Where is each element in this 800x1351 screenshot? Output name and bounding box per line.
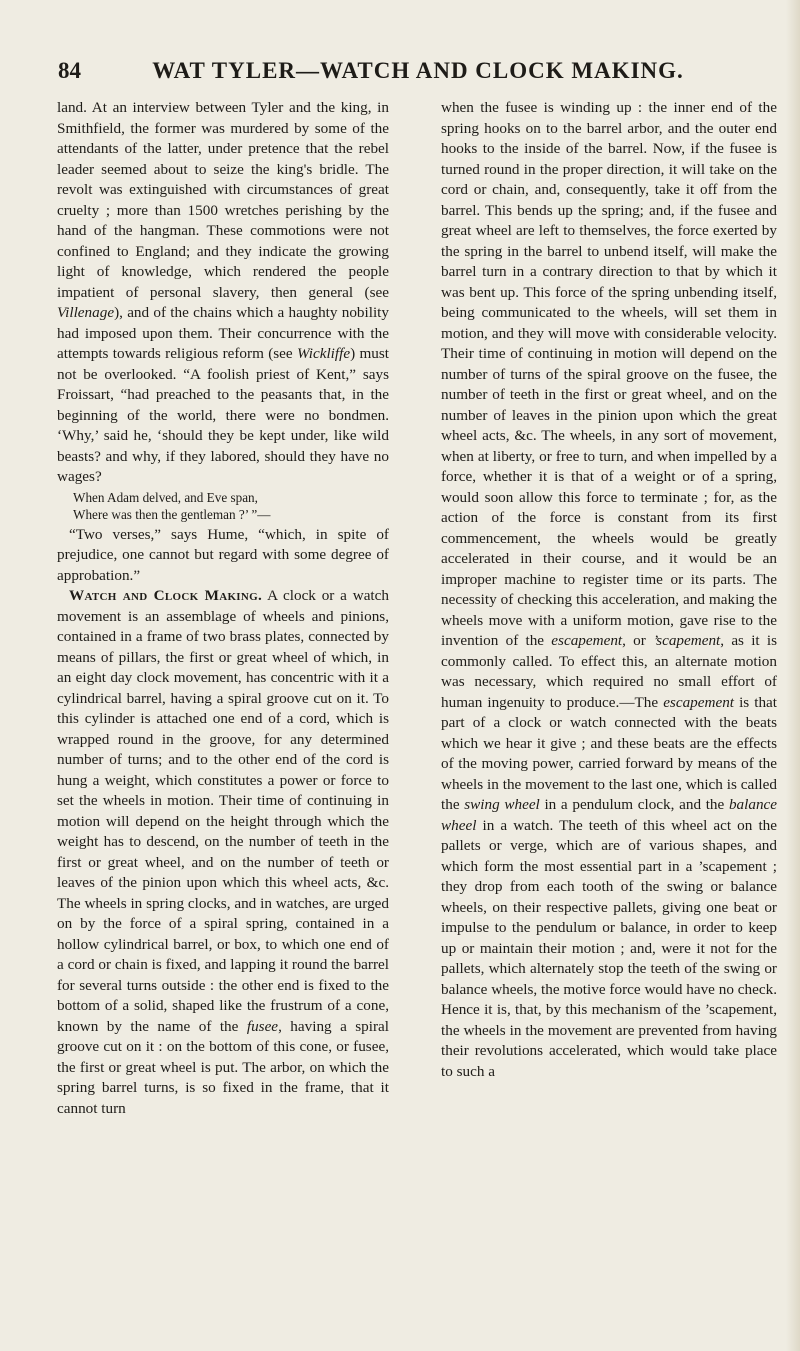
page-number: 84 (58, 58, 81, 83)
paragraph-escapement: when the fusee is winding up : the inner end of the spring hooks on to the barrel arbor, and the outer end hooks to the inside of the barrel. Now, if the fusee is turned round in the proper direction, it will take on the cord or chain, and, consequently, take it off from the barrel. This bends up the spring; and, if the fusee and great wheel are left to themselves, the force exerted by the spring in the barrel to unbend itself, will make the barrel turn in a contrary direction to that by which it was bent up. This force of the spring unbending itself, being communicated to the wheels, will set them in motion, and they will move with considerable velocity. Their time of continuing in motion will depend on the number of turns of the spiral groove on the fusee, the number of teeth in the first or great wheel, and on the number of leaves in the pinion upon which the great wheel acts, &c. The wheels, in any sort of movement, when at liberty, or free to turn, and when impelled by a force, whether it is that of a weight or of a spring, would soon allow this force to terminate ; for, as the action of the force is constant from its first commencement, the wheels would be greatly accelerated in their course, and it would be an improper machine to register time or its parts. The necessity of checking this acceleration, and making the wheels move with a uniform motion, gave rise to the invention of the escapement, or ’scapement, as it is commonly called. To effect this, an alternate motion was necessary, which required no small effort of human ingenuity to produce.—The escapement is that part of a clock or watch connected with the beats which we hear it give ; and these beats are the effects of the moving power, carried forward by means of the wheels in the movement to the last one, which is called the swing wheel in a pendulum clock, and the balance wheel in a watch. The teeth of this wheel act on the pallets or verge, which are of various shapes, and which form the most essential part in a ’scapement ; they drop from each tooth of the swing or balance wheels, on their respective pallets, giving one beat or impulse to the pendulum or balance, in order to keep up or maintain their motion ; and, were it not for the pallets, which alternately stop the teeth of the swing or balance wheels, the motive force would have no check. Hence it is, that, by this mechanism of the ’scapement, the wheels in the movement are prevented from having their revolutions accelerated, which would take place to such a (441, 99, 778, 1080)
paragraph-wat-tyler: land. At an interview between Tyler and the king, in Smithfield, the former was murdered by some of the attendants of the latter, under pretence that the rebel leader seemed about to seize the king's bridle. The revolt was extinguished with circumstances of great cruelty ; more than 1500 wretches perishing by the hand of the hangman. These commotions were not confined to England; and they indicate the growing light of knowledge, which rendered the people impatient of personal slavery, then general (see Villenage), and of the chains which a haughty nobility had imposed upon them. Their concurrence with the attempts towards religious reform (see Wickliffe) must not be overlooked. “A foolish priest of Kent,” says Froissart, “had preached to the peasants that, in the beginning of the world, there were no bondmen. ‘Why,’ said he, ‘should they be kept under, like wild beasts? and why, if they labored, should they have no wages? (57, 99, 389, 485)
running-head-title: WAT TYLER—WATCH AND CLOCK MAKING. (152, 58, 684, 83)
paragraph-hume: “Two verses,” says Hume, “which, in spite of prejudice, one cannot but regard with some degree of approbation.” (57, 525, 389, 584)
verse-line: When Adam delved, and Eve span, (73, 489, 258, 505)
page-edge-shadow (786, 0, 800, 1351)
paragraph-watch-clock: Watch and Clock Making. A clock or a watch movement is an assemblage of wheels and pinions, contained in a frame of two brass plates, connected by means of pillars, the first or great wheel of which, in an eight day clock movement, has concentric with it a cylindrical barrel, having a spiral groove cut on it. To this cylinder is attached one end of a cord, which is wrapped round in the groove, for any determined number of turns; and to the other end of the cord is hung a weight, which constitutes a power or force to set the wheels in motion. Their time of continuing in motion will depend on the height through which the weight has to descend, on the number of teeth in the first or great wheel, and on the number of teeth or leaves of the pinion upon which this wheel acts, &c. The wheels in spring clocks, and in watches, are urged on by the force of a spiral spring, contained in a hollow cylindrical barrel, or box, to which one end of a cord or chain is fixed, and lapping it round the barrel for several turns outside : the other end is fixed to the bottom of a solid, shaped like the frustrum of a cone, known by the name of the fusee, having a spiral groove cut on it : on the bottom of this cone, or fusee, the first or great wheel is put. The arbor, on which the spring barrel turns, is so fixed in the frame, that it cannot turn (57, 587, 390, 1117)
verse-line: Where was then the gentleman ?’ ”— (73, 506, 271, 522)
entry-heading: Watch and Clock Making. (69, 587, 263, 604)
running-head (58, 58, 778, 88)
left-column (57, 98, 389, 1119)
verse-quote (73, 489, 389, 523)
right-column (441, 98, 777, 1082)
